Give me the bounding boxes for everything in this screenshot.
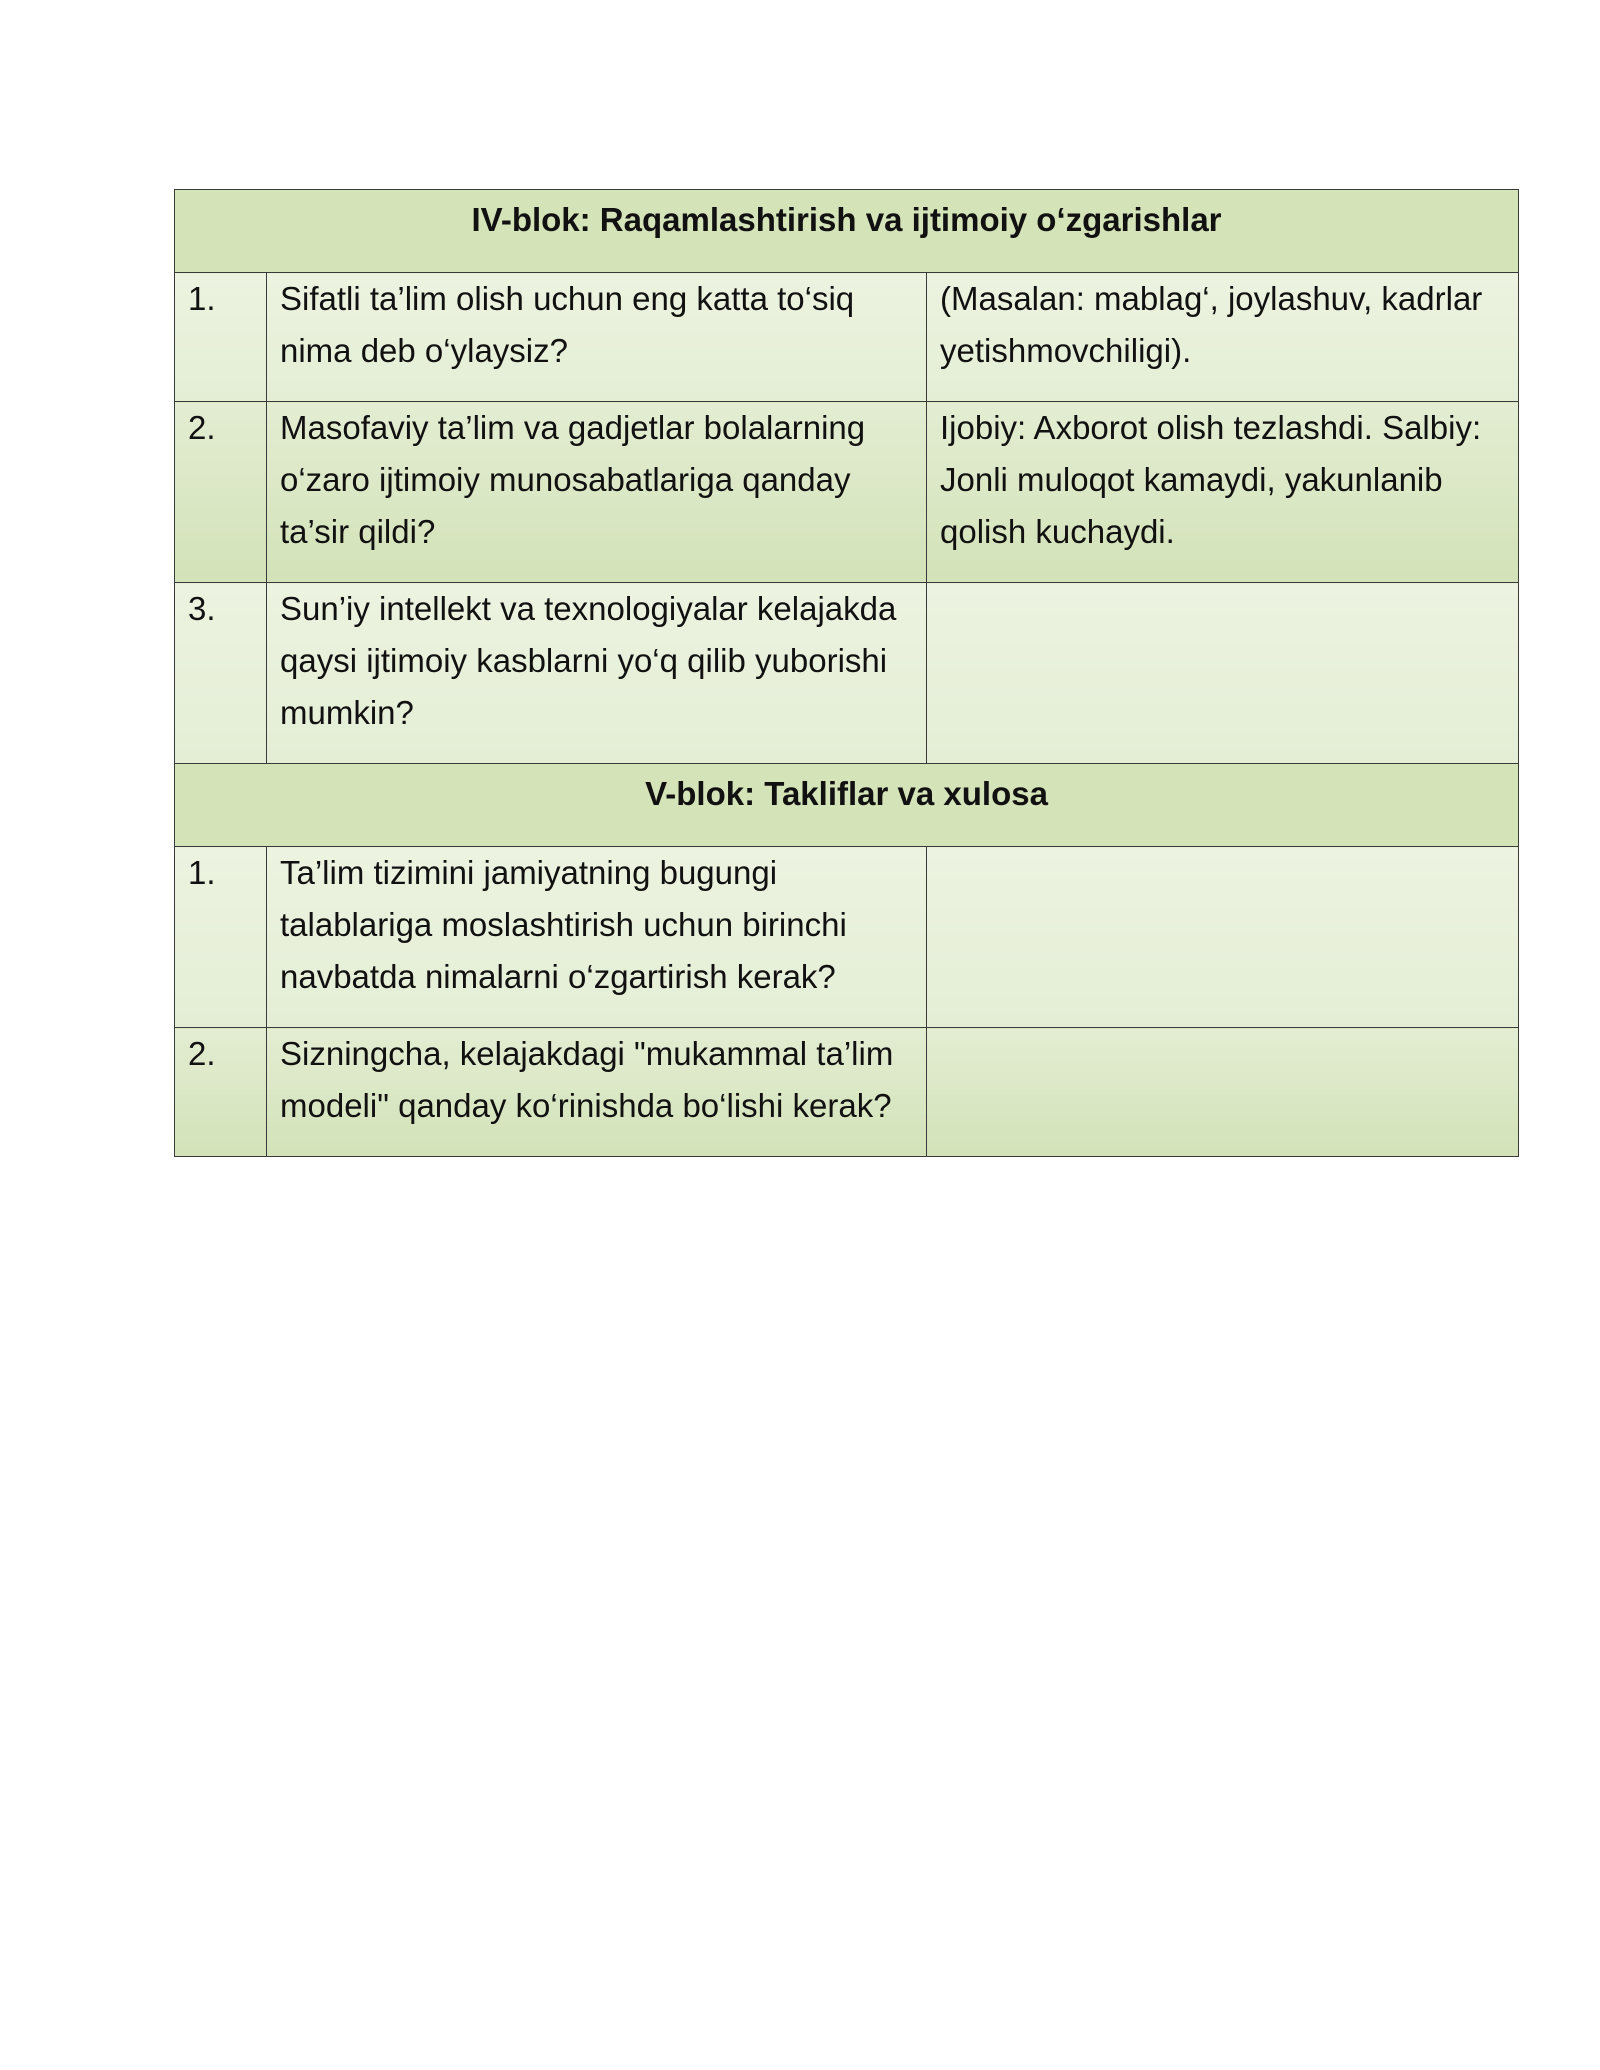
table-row <box>175 402 1519 583</box>
table-row <box>175 273 1519 402</box>
answer-cell[interactable] <box>927 583 1519 764</box>
answer-cell[interactable]: (Masalan: mablag‘, joylashuv, kadrlar yetishmovchiligi). <box>927 273 1519 402</box>
table-row <box>175 1028 1519 1157</box>
table-row <box>175 583 1519 764</box>
table-row <box>175 847 1519 1028</box>
row-number: 2. <box>175 402 267 583</box>
section-title: IV-blok: Raqamlashtirish va ijtimoiy o‘zgarishlar <box>175 190 1519 273</box>
question-cell: Sizningcha, kelajakdagi "mukammal ta’lim modeli" qanday ko‘rinishda bo‘lishi kerak? <box>267 1028 927 1157</box>
row-number: 3. <box>175 583 267 764</box>
section-header-v <box>175 764 1519 847</box>
row-number: 2. <box>175 1028 267 1157</box>
question-cell: Sifatli ta’lim olish uchun eng katta to‘siq nima deb o‘ylaysiz? <box>267 273 927 402</box>
row-number: 1. <box>175 847 267 1028</box>
answer-cell[interactable]: Ijobiy: Axborot olish tezlashdi. Salbiy: Jonli muloqot kamaydi, yakunlanib qolish kuchaydi. <box>927 402 1519 583</box>
section-title: V-blok: Takliflar va xulosa <box>175 764 1519 847</box>
answer-cell[interactable] <box>927 1028 1519 1157</box>
section-header-iv <box>175 190 1519 273</box>
question-cell: Sun’iy intellekt va texnologiyalar kelajakda qaysi ijtimoiy kasblarni yo‘q qilib yuborishi mumkin? <box>267 583 927 764</box>
question-cell: Masofaviy ta’lim va gadjetlar bolalarning o‘zaro ijtimoiy munosabatlariga qanday ta’sir qildi? <box>267 402 927 583</box>
answer-cell[interactable] <box>927 847 1519 1028</box>
survey-table <box>174 189 1519 1157</box>
row-number: 1. <box>175 273 267 402</box>
question-cell: Ta’lim tizimini jamiyatning bugungi talablariga moslashtirish uchun birinchi navbatda nimalarni o‘zgartirish kerak? <box>267 847 927 1028</box>
